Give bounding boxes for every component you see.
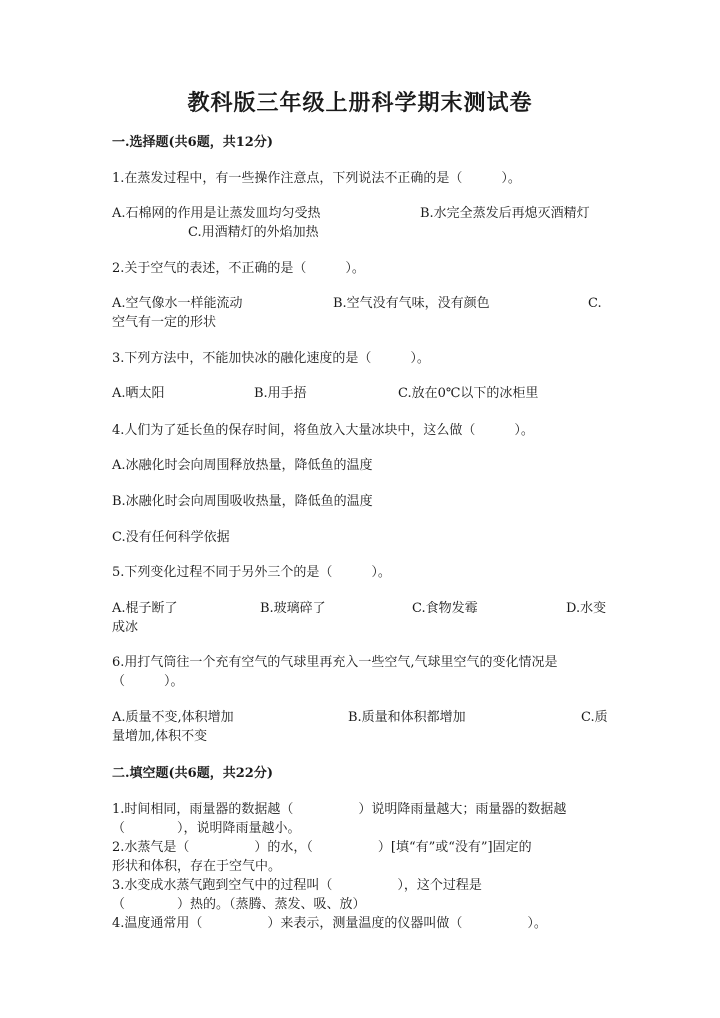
section1-heading: 一.选择题(共6题，共12分) <box>112 135 273 150</box>
fill-line-1: 1.时间相同，雨量器的数据越（ ）说明降雨量越大；雨量器的数据越 <box>112 802 567 817</box>
question-2-stem: 2.关于空气的表述，不正确的是（ ）。 <box>112 261 365 276</box>
q3-option-b: B.用手捂 <box>254 386 307 401</box>
q6-option-b: B.质量和体积都增加 <box>348 710 466 725</box>
q4-option-a: A.冰融化时会向周围释放热量，降低鱼的温度 <box>112 458 373 473</box>
q5-option-c: C.食物发霉 <box>412 601 478 616</box>
q4-option-b: B.冰融化时会向周围吸收热量，降低鱼的温度 <box>112 494 373 509</box>
fill-line-7: 4.温度通常用（ ）来表示，测量温度的仪器叫做（ ）。 <box>112 916 547 931</box>
section2-heading: 二.填空题(共6题，共22分) <box>112 766 273 781</box>
question-6-stem: 6.用打气筒往一个充有空气的气球里再充入一些空气,气球里空气的变化情况是 <box>112 655 558 670</box>
question-3-stem: 3.下列方法中，不能加快冰的融化速度的是（ ）。 <box>112 351 430 366</box>
q6-option-c-cont: 量增加,体积不变 <box>112 729 208 744</box>
q4-option-c: C.没有任何科学依据 <box>112 530 230 545</box>
q2-option-c-cont: 空气有一定的形状 <box>112 315 217 330</box>
q1-option-c: C.用酒精灯的外焰加热 <box>188 225 319 240</box>
fill-line-5: 3.水变成水蒸气跑到空气中的过程叫（ ），这个过程是 <box>112 878 482 893</box>
fill-line-6: （ ）热的。（蒸腾、蒸发、吸、放） <box>112 897 366 912</box>
q1-option-b: B.水完全蒸发后再熄灭酒精灯 <box>420 206 590 221</box>
question-4-stem: 4.人们为了延长鱼的保存时间，将鱼放入大量冰块中，这么做（ ）。 <box>112 423 534 438</box>
q2-option-b: B.空气没有气味，没有颜色 <box>333 296 490 311</box>
q5-option-d: D.水变 <box>566 601 607 616</box>
q5-option-d-cont: 成冰 <box>112 620 139 635</box>
q5-option-a: A.棍子断了 <box>112 601 178 616</box>
q3-option-a: A.晒太阳 <box>112 386 165 401</box>
fill-line-3: 2.水蒸气是（ ）的水，（ ）[填“有”或“没有”]固定的 <box>112 840 532 855</box>
page-title: 教科版三年级上册科学期末测试卷 <box>187 90 533 116</box>
q2-option-c: C. <box>588 296 602 311</box>
q1-option-a: A.石棉网的作用是让蒸发皿均匀受热 <box>112 206 321 221</box>
q6-option-a: A.质量不变,体积增加 <box>112 710 234 725</box>
q3-option-c: C.放在0℃以下的冰柜里 <box>398 386 539 401</box>
question-1-stem: 1.在蒸发过程中，有一些操作注意点，下列说法不正确的是（ ）。 <box>112 171 521 186</box>
question-5-stem: 5.下列变化过程不同于另外三个的是（ ）。 <box>112 565 391 580</box>
q2-option-a: A.空气像水一样能流动 <box>112 296 243 311</box>
fill-line-4: 形状和体积，存在于空气中。 <box>112 859 282 874</box>
q5-option-b: B.玻璃碎了 <box>260 601 326 616</box>
question-6-stem-cont: （ ）。 <box>112 674 184 689</box>
q6-option-c: C.质 <box>581 710 608 725</box>
fill-line-2: （ ），说明降雨量越小。 <box>112 821 301 836</box>
